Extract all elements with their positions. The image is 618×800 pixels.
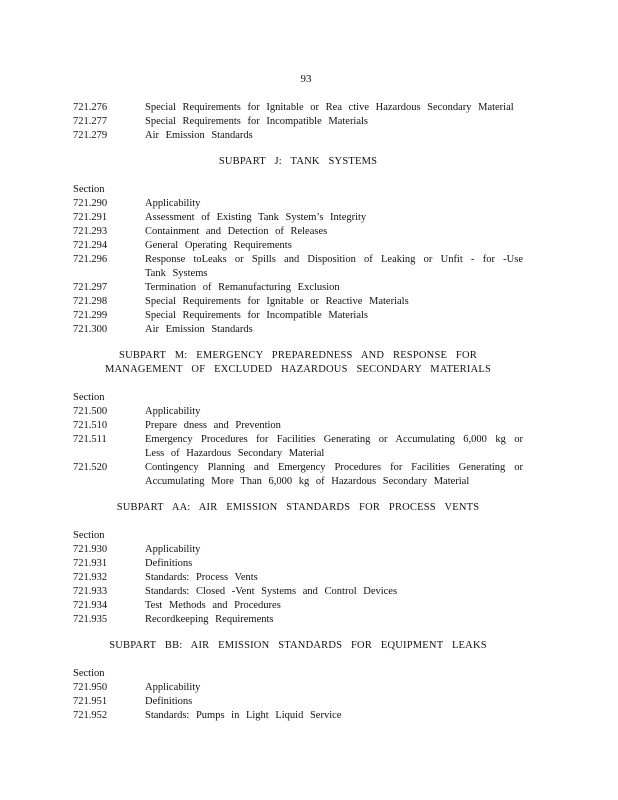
list-item [73, 197, 523, 211]
list-item [73, 295, 523, 309]
list-item [73, 281, 523, 295]
section-number: 721.291 [73, 212, 108, 223]
section-number: 721.935 [73, 614, 108, 625]
section-label: Section [73, 392, 105, 403]
section-title: Applicability [145, 544, 201, 555]
section-title: Standards: Pumps in Light Liquid Service [145, 710, 342, 721]
section-title: Air Emission Standards [145, 130, 253, 141]
list-item [73, 709, 523, 723]
section-title: Assessment of Existing Tank System’s Integrity [145, 212, 367, 223]
section-title: Special Requirements for Ignitable or Rea ctive Hazardous Secondary Material [145, 102, 514, 113]
list-item [73, 571, 523, 585]
section-title: Standards: Process Vents [145, 572, 258, 583]
list-item [73, 681, 523, 695]
list-item [73, 253, 523, 281]
list-item [73, 585, 523, 599]
subpart-bb-heading: SUBPART BB: AIR EMISSION STANDARDS FOR EQUIPMENT LEAKS [109, 640, 487, 651]
list-item [73, 129, 523, 143]
section-number: 721.297 [73, 282, 108, 293]
list-item [73, 239, 523, 253]
list-item [73, 543, 523, 557]
section-title: Termination of Remanufacturing Exclusion [145, 282, 340, 293]
list-item [73, 323, 523, 337]
subpart-m-heading-line-1: SUBPART M: EMERGENCY PREPAREDNESS AND RESPONSE FOR [119, 350, 477, 361]
section-title: Applicability [145, 406, 201, 417]
section-title: Recordkeeping Requirements [145, 614, 274, 625]
section-title: Emergency Procedures for Facilities Generating or Accumulating 6,000 kg or Less of Hazardous Secondary Material [145, 434, 523, 459]
table-of-contents [73, 101, 523, 723]
section-title: Special Requirements for Ignitable or Reactive Materials [145, 296, 409, 307]
section-title: Definitions [145, 696, 193, 707]
section-number: 721.279 [73, 130, 108, 141]
section-title: Containment and Detection of Releases [145, 226, 328, 237]
list-item [73, 101, 523, 115]
section-number: 721.930 [73, 544, 108, 555]
subpart-j-heading: SUBPART J: TANK SYSTEMS [218, 156, 378, 167]
section-label: Section [73, 184, 105, 195]
subpart-m-heading-line-2: MANAGEMENT OF EXCLUDED HAZARDOUS SECONDARY MATERIALS [104, 364, 492, 375]
list-item [73, 557, 523, 571]
section-label: Section [73, 530, 105, 541]
list-item [73, 211, 523, 225]
section-number: 721.298 [73, 296, 108, 307]
section-number: 721.300 [73, 324, 108, 335]
section-number: 721.520 [73, 462, 108, 473]
list-item [73, 115, 523, 129]
section-number: 721.934 [73, 600, 108, 611]
section-title: Standards: Closed -Vent Systems and Control Devices [145, 586, 398, 597]
section-number: 721.950 [73, 682, 108, 693]
list-item [73, 433, 523, 461]
list-item [73, 405, 523, 419]
section-title: Prepare dness and Prevention [145, 420, 281, 431]
section-title: Definitions [145, 558, 193, 569]
section-number: 721.277 [73, 116, 108, 127]
list-item [73, 419, 523, 433]
section-title: Test Methods and Procedures [145, 600, 281, 611]
section-title: Special Requirements for Incompatible Materials [145, 310, 369, 321]
section-number: 721.952 [73, 710, 108, 721]
section-title: Applicability [145, 198, 201, 209]
section-number: 721.290 [73, 198, 108, 209]
section-title: Air Emission Standards [145, 324, 253, 335]
section-number: 721.951 [73, 696, 108, 707]
section-number: 721.510 [73, 420, 108, 431]
section-number: 721.293 [73, 226, 108, 237]
list-item [73, 461, 523, 489]
section-title: Contingency Planning and Emergency Procedures for Facilities Generating or Accumulating More Than 6,000 kg of Hazardous Secondary Material [145, 462, 523, 487]
list-item [73, 695, 523, 709]
section-title: General Operating Requirements [145, 240, 292, 251]
section-number: 721.933 [73, 586, 108, 597]
section-title: Response toLeaks or Spills and Disposition of Leaking or Unfit - for -Use Tank Systems [145, 254, 523, 279]
list-item [73, 309, 523, 323]
section-number: 721.299 [73, 310, 108, 321]
list-item [73, 613, 523, 627]
section-number: 721.931 [73, 558, 108, 569]
section-number: 721.296 [73, 254, 108, 265]
section-number: 721.511 [73, 434, 107, 445]
section-number: 721.500 [73, 406, 108, 417]
section-number: 721.294 [73, 240, 108, 251]
page-number: 93 [300, 73, 312, 85]
list-item [73, 225, 523, 239]
section-label: Section [73, 668, 105, 679]
list-item [73, 599, 523, 613]
section-number: 721.932 [73, 572, 108, 583]
subpart-aa-heading: SUBPART AA: AIR EMISSION STANDARDS FOR PROCESS VENTS [116, 502, 480, 513]
section-number: 721.276 [73, 102, 108, 113]
section-title: Applicability [145, 682, 201, 693]
section-title: Special Requirements for Incompatible Materials [145, 116, 369, 127]
